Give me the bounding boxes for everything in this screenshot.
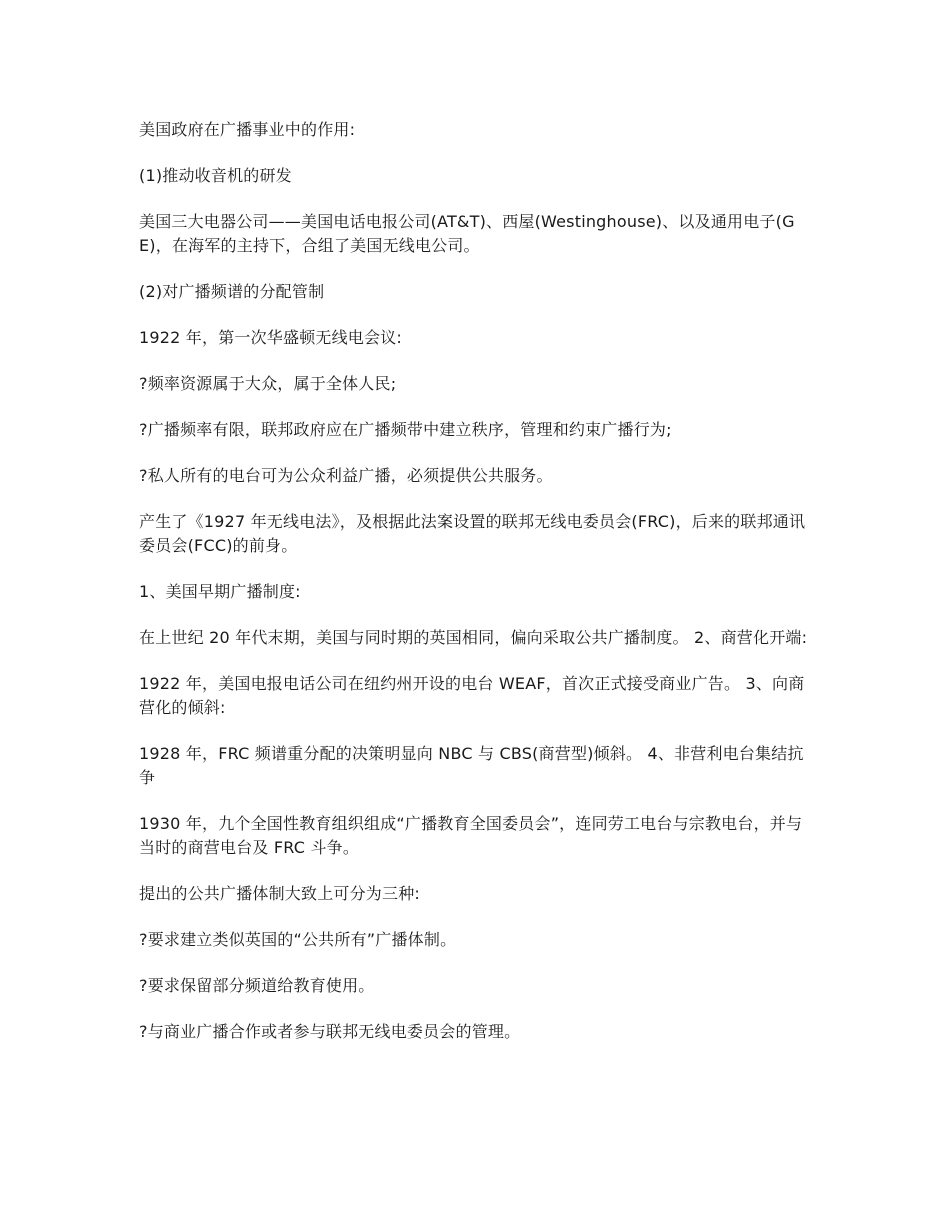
paragraph-radio-act-1927: 产生了《1927 年无线电法》，及根据此法案设置的联邦无线电委员会(FRC)，后来的联邦通讯委员会(FCC)的前身。: [139, 512, 806, 555]
bullet-frequency-limited: ?广播频率有限，联邦政府应在广播频带中建立秩序，管理和约束广播行为;: [139, 420, 672, 439]
bullet-public-service: ?私人所有的电台可为公众利益广播，必须提供公共服务。: [139, 466, 553, 485]
paragraph-weaf-1922: 1922 年，美国电报电话公司在纽约州开设的电台 WEAF，首次正式接受商业广告。 3、向商营化的倾斜:: [139, 674, 805, 717]
heading-early-broadcast-system: 1、美国早期广播制度:: [139, 582, 301, 601]
section-heading-government-role: 美国政府在广播事业中的作用:: [139, 120, 356, 139]
subheading-spectrum-regulation: (2)对广播频谱的分配管制: [139, 282, 325, 301]
paragraph-frc-1928: 1928 年，FRC 频谱重分配的决策明显向 NBC 与 CBS(商营型)倾斜。 4、非营利电台集结抗争: [139, 744, 804, 787]
paragraph-1922-conference: 1922 年，第一次华盛顿无线电会议:: [139, 328, 402, 347]
subheading-radio-development: (1)推动收音机的研发: [139, 166, 292, 185]
heading-three-systems: 提出的公共广播体制大致上可分为三种:: [139, 884, 420, 903]
paragraph-rca-formation: 美国三大电器公司——美国电话电报公司(AT&T)、西屋(Westinghouse)、以及通用电子(GE)，在海军的主持下，合组了美国无线电公司。: [139, 212, 795, 255]
paragraph-1930-education-committee: 1930 年，九个全国性教育组织组成“广播教育全国委员会”，连同劳工电台与宗教电台，并与当时的商营电台及 FRC 斗争。: [139, 814, 803, 857]
paragraph-1920s-public-broadcast: 在上世纪 20 年代末期，美国与同时期的英国相同，偏向采取公共广播制度。 2、商营化开端:: [139, 628, 808, 647]
bullet-frequency-public: ?频率资源属于大众，属于全体人民;: [139, 374, 397, 393]
bullet-public-ownership: ?要求建立类似英国的“公共所有”广播体制。: [139, 930, 457, 949]
document-body: [139, 118, 813, 1066]
bullet-commercial-cooperation: ?与商业广播合作或者参与联邦无线电委员会的管理。: [139, 1022, 521, 1041]
bullet-education-channels: ?要求保留部分频道给教育使用。: [139, 976, 375, 995]
